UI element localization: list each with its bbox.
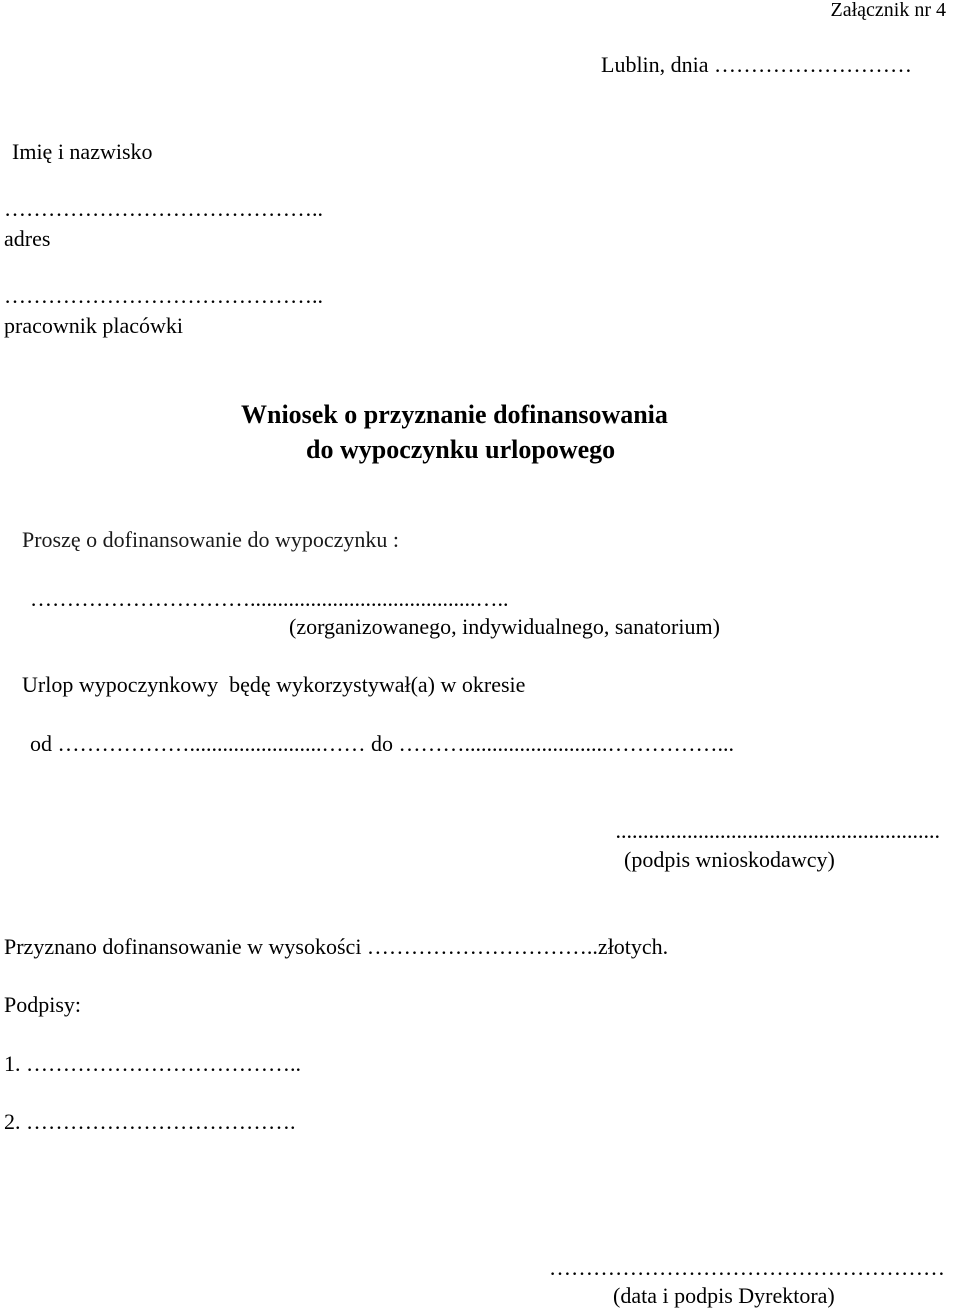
address-field-dots: ……………………………………..: [4, 283, 323, 308]
signatures-label: Podpisy:: [4, 992, 82, 1017]
name-label: Imię i nazwisko: [12, 139, 153, 164]
director-signature-label: (data i podpis Dyrektora): [613, 1283, 835, 1308]
period-text: Urlop wypoczynkowy będę wykorzystywał(a) w okresie: [22, 672, 526, 697]
vacation-type-hint: (zorganizowanego, indywidualnego, sanatorium): [289, 614, 720, 639]
applicant-signature-label: (podpis wnioskodawcy): [624, 847, 835, 872]
director-signature-dots: ………………………………………………: [549, 1255, 945, 1280]
vacation-type-dots: ………………………….........................................…..: [30, 586, 509, 611]
request-text: Proszę o dofinansowanie do wypoczynku :: [22, 527, 399, 552]
address-label: adres: [4, 226, 51, 251]
title-line-2: do wypoczynku urlopowego: [306, 435, 616, 464]
place-date: Lublin, dnia ………………………: [601, 52, 913, 77]
employee-label: pracownik placówki: [4, 313, 183, 338]
attachment-label: Załącznik nr 4: [830, 0, 946, 21]
signature-1: 1. ………………………………..: [4, 1051, 301, 1076]
granted-amount-text: Przyznano dofinansowanie w wysokości …………………………..złotych.: [4, 934, 669, 959]
signature-2: 2. ……………………………….: [4, 1109, 296, 1134]
applicant-signature-dots: ...........................................................: [615, 818, 940, 843]
name-field-dots: ……………………………………..: [4, 196, 323, 221]
period-line: od ………………........................…… do ………..........................……………...: [30, 731, 734, 756]
title-line-1: Wniosek o przyznanie dofinansowania: [241, 400, 668, 429]
